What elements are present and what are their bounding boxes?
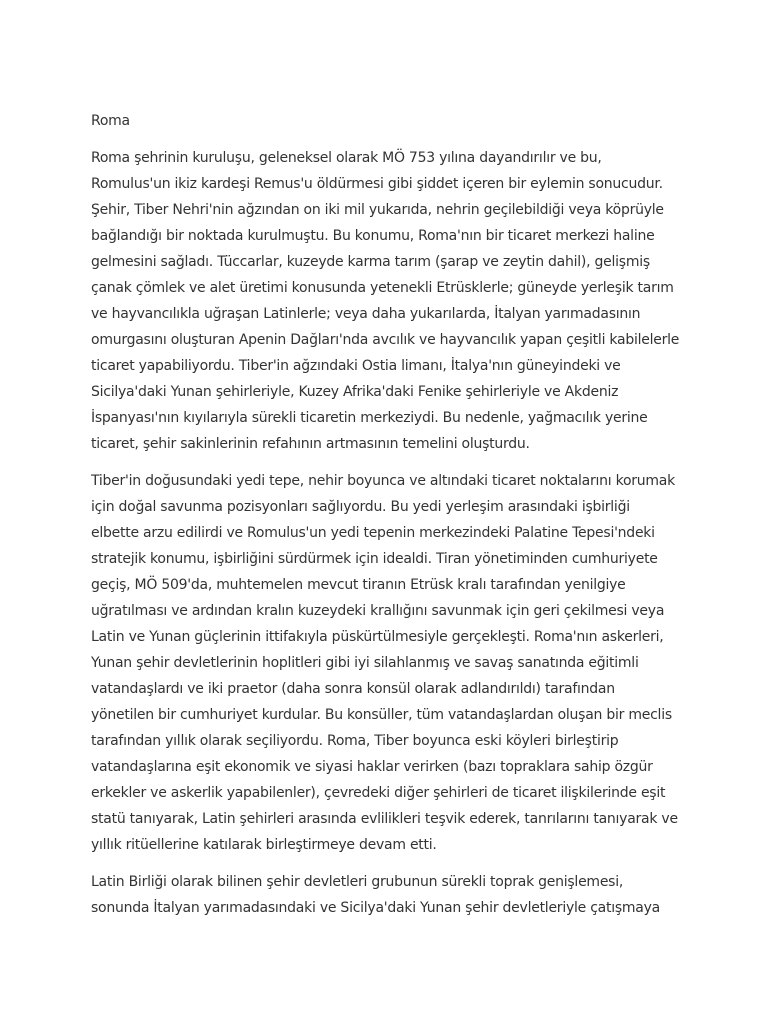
paragraph-2: Tiber'in doğusundaki yedi tepe, nehir boyunca ve altındaki ticaret noktalarını korumak için doğal savunma pozisyonları sağlıyordu. Bu yedi yerleşim arasındaki işbirliği elbette arzu edilirdi ve Romulus'un yedi tepenin merkezindeki Palatine Tepesi'ndeki stratejik konumu, işbirliğini sürdürmek için idealdi. Tiran yönetiminden cumhuriyete geçiş, MÖ 509'da, muhtemelen mevcut tiranın Etrüsk kralı tarafından yenilgiye uğratılması ve ardından kralın kuzeydeki krallığını savunmak için geri çekilmesi veya Latin ve Yunan güçlerinin ittifakıyla püskürtülmesiyle gerçekleşti. Roma'nın askerleri, Yunan şehir devletlerinin hoplitleri gibi iyi silahlanmış ve savaş sanatında eğitimli vatandaşlardı ve iki praetor (daha sonra konsül olarak adlandırıldı) tarafından yönetilen bir cumhuriyet kurdular. Bu konsüller, tüm vatandaşlardan oluşan bir meclis tarafından yıllık olarak seçiliyordu. Roma, Tiber boyunca eski köyleri birleştirip vatandaşlarına eşit ekonomik ve siyasi haklar verirken (bazı topraklara sahip özgür erkekler ve askerlik yapabilenler), çevredeki diğer şehirleri de ticaret ilişkilerinde eşit statü tanıyarak, Latin şehirleri arasında evlilikleri teşvik ederek, tanrılarını tanıyarak ve yıllık ritüellerine katılarak birleştirmeye devam etti. — [91, 473, 678, 853]
paragraph-3: Latin Birliği olarak bilinen şehir devletleri grubunun sürekli toprak genişlemesi, sonunda İtalyan yarımadasındaki ve Sicilya'daki Yunan şehir devletleriyle çatışmaya — [91, 874, 660, 916]
document-page — [91, 108, 681, 932]
document-title: Roma — [91, 113, 130, 129]
paragraph-1: Roma şehrinin kuruluşu, geleneksel olarak MÖ 753 yılına dayandırılır ve bu, Romulus'un ikiz kardeşi Remus'u öldürmesi gibi şiddet içeren bir eylemin sonucudur. Şehir, Tiber Nehri'nin ağzından on iki mil yukarıda, nehrin geçilebildiği veya köprüyle bağlandığı bir noktada kurulmuştu. Bu konumu, Roma'nın bir ticaret merkezi haline gelmesini sağladı. Tüccarlar, kuzeyde karma tarım (şarap ve zeytin dahil), gelişmiş çanak çömlek ve alet üretimi konusunda yetenekli Etrüsklerle; güneyde yerleşik tarım ve hayvancılıkla uğraşan Latinlerle; veya daha yukarılarda, İtalyan yarımadasının omurgasını oluşturan Apenin Dağları'nda avcılık ve hayvancılık yapan çeşitli kabilelerle ticaret yapabiliyordu. Tiber'in ağzındaki Ostia limanı, İtalya'nın güneyindeki ve Sicilya'daki Yunan şehirleriyle, Kuzey Afrika'daki Fenike şehirleriyle ve Akdeniz İspanyası'nın kıyılarıyla sürekli ticaretin merkeziydi. Bu nedenle, yağmacılık yerine ticaret, şehir sakinlerinin refahının artmasının temelini oluşturdu. — [91, 150, 680, 452]
